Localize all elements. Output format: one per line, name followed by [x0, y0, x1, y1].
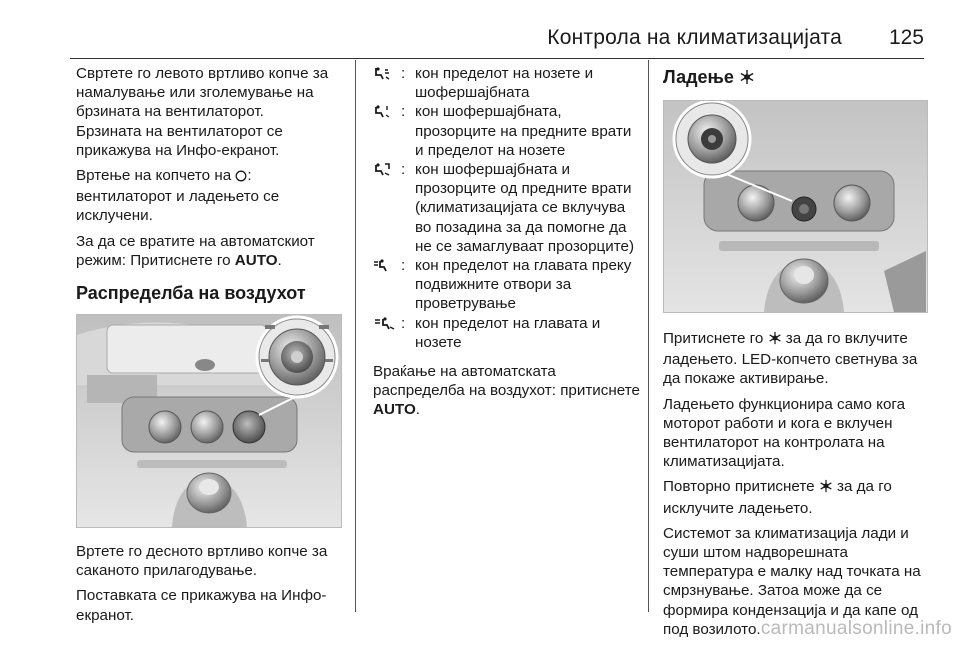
off-circle-icon: [235, 168, 247, 187]
list-item: : кон пределот на главата и нозете: [373, 314, 643, 352]
page-title: Контрола на климатизацијата: [547, 26, 842, 49]
snowflake-icon: [819, 479, 833, 498]
column-divider-1: [355, 60, 356, 612]
auto-key-label: AUTO: [234, 251, 278, 269]
section-heading-air-distribution: Распределба на воздухот: [76, 283, 306, 304]
auto-key-label: AUTO: [373, 401, 416, 419]
paragraph-setting-display: Поставката се прикажува на Инфо-екранот.: [76, 587, 327, 624]
column-right: [663, 64, 928, 645]
dashboard-knobs-photo: [76, 314, 342, 528]
head-vent-icon: [373, 256, 401, 278]
windscreen-door-icon: [373, 102, 401, 124]
paragraph-fan-display: Брзината на вентилаторот се прикажува на Инфо-екранот.: [76, 122, 283, 159]
column-left: [76, 64, 344, 631]
paragraph-right-knob: Вртете го десното вртливо копче за саканото прилагодување.: [76, 543, 328, 580]
column-middle: [373, 64, 643, 426]
paragraph-fan-knob: Свртете го левото вртливо копче за намалување или зголемување на брзината на вентилаторот.: [76, 65, 329, 121]
page-header: [0, 0, 960, 58]
paragraph-press-again: Повторно притиснете за да го исклучите ладењето.: [663, 478, 892, 517]
footwell-icon: [373, 64, 401, 86]
ac-button-photo: [663, 100, 928, 313]
list-item: : кон шофершајбната и прозорците од предните врати (климатизацијата се вклучува во позадина за да помогне да не се замаглуваат прозорците): [373, 160, 643, 256]
page-number: 125: [888, 26, 924, 49]
column-divider-2: [648, 60, 649, 612]
paragraph-auto-mode: За да се вратите на автоматскиот режим: Притиснете го AUTO.: [76, 232, 315, 269]
air-distribution-mode-list: [373, 64, 643, 352]
list-item: : кон шофершајбната, прозорците на предните врати и пределот на нозете: [373, 102, 643, 160]
paragraph-cooling-condition: Ладењето функционира само кога моторот работи и кога е вклучен вентилаторот на контролата на климатизацијата.: [663, 395, 906, 471]
section-heading-cooling: Ладење: [663, 66, 928, 90]
header-divider: [70, 58, 924, 59]
paragraph-condensation: Системот за климатизација лади и суши штом надворешната температура е малку над точката на смрзнување. Затоа може да се формира кондензација и да капе од под возилото.: [663, 524, 921, 638]
snowflake-icon: [768, 331, 782, 350]
paragraph-fan-off: Вртење на копчето на : вентилаторот и ладењето се исклучени.: [76, 167, 280, 225]
watermark: carmanualsonline.info: [760, 618, 952, 639]
snowflake-icon: [739, 68, 755, 90]
paragraph-press-ac: Притиснете го за да го вклучите ладењето. LED-копчето светнува за да покаже активирање.: [663, 330, 918, 388]
list-item: : кон пределот на главата преку подвижните отвори за проветрување: [373, 256, 643, 314]
head-foot-icon: [373, 314, 401, 336]
windscreen-window-icon: [373, 160, 401, 182]
paragraph-return-auto: Враќање на автоматската распределба на воздухот: притиснете AUTO.: [373, 363, 640, 419]
list-item: : кон пределот на нозете и шофершајбната: [373, 64, 643, 102]
